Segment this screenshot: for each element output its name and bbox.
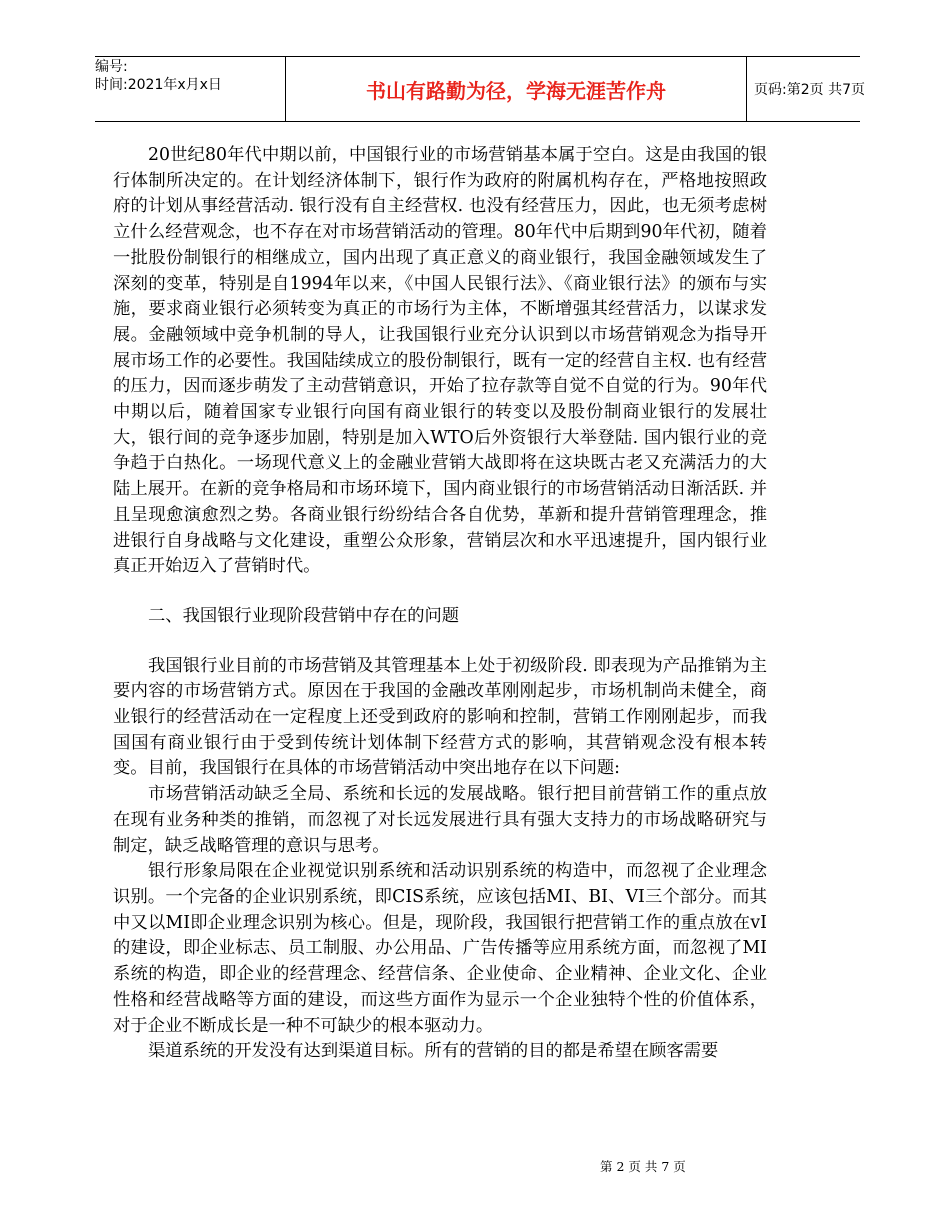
body-paragraph: 20世纪80年代中期以前，中国银行业的市场营销基本属于空白。这是由我国的银行体制所决定的。在计划经济体制下，银行作为政府的附属机构存在，严格地按照政府的计划从事经营活动. 银行没有自主经营权. 也没有经营压力，因此，也无须考虑树立什么经营观念，也不存在对市场营销活动的管理。80年代中后期到90年代初，随着一批股份制银行的相继成立，国内出现了真正意义的商业银行，我国金融领域发生了深刻的变革，特别是自1994年以来，《中国人民银行法》、《商业银行法》的颁布与实施，要求商业银行必须转变为真正的市场行为主体，不断增强其经营活力，以谋求发展。金融领域中竞争机制的导人，让我国银行业充分认识到以市场营销观念为指导开展市场工作的必要性。我国陆续成立的股份制银行，既有一定的经营自主权. 也有经营的压力，因而逐步萌发了主动营销意识，开始了拉存款等自觉不自觉的行为。90年代中期以后，随着国家专业银行向国有商业银行的转变以及股份制商业银行的发展壮大，银行间的竞争逐步加剧，特别是加入WTO后外资银行大举登陆. 国内银行业的竞争趋于白热化。一场现代意义上的金融业营销大战即将在这块既古老又充满活力的大陆上展开。在新的竞争格局和市场环境下，国内商业银行的市场营销活动日渐活跃. 并且呈现愈演愈烈之势。各商业银行纷纷结合各自优势，革新和提升营销管理理念，推进银行自身战略与文化建设，重塑公众形象，营销层次和水平迅速提升，国内银行业真正开始迈入了营销时代。 bbox=[113, 145, 767, 577]
document-body bbox=[113, 143, 767, 1065]
document-time-label: 时间:2021年x月x日 bbox=[95, 77, 222, 93]
body-paragraph: 我国银行业目前的市场营销及其管理基本上处于初级阶段. 即表现为产品推销为主要内容的市场营销方式。原因在于我国的金融改革刚刚起步，市场机制尚未健全，商业银行的经营活动在一定程度上还受到政府的影响和控制，营销工作刚刚起步，而我国国有商业银行由于受到传统计划体制下经营方式的影响，其营销观念没有根本转变。目前，我国银行在具体的市场营销活动中突出地存在以下问题: bbox=[113, 655, 767, 779]
body-paragraph: 渠道系统的开发没有达到渠道目标。所有的营销的目的都是希望在顾客需要 bbox=[148, 1041, 719, 1062]
header-page-number: 页码:第2页 共7页 bbox=[754, 82, 865, 98]
body-paragraph: 市场营销活动缺乏全局、系统和长远的发展战略。银行把目前营销工作的重点放在现有业务种类的推销，而忽视了对长远发展进行具有强大支持力的市场战略研究与制定，缺乏战略管理的意识与思考。 bbox=[113, 784, 767, 856]
page-footer: 第 2 页 共 7 页 bbox=[600, 1159, 686, 1174]
page-header bbox=[95, 56, 865, 122]
header-motto: 书山有路勤为径，学海无涯苦作舟 bbox=[285, 57, 747, 121]
section-heading: 二、我国银行业现阶段营销中存在的问题 bbox=[148, 605, 460, 626]
body-paragraph: 银行形象局限在企业视觉识别系统和活动识别系统的构造中，而忽视了企业理念识别。一个完备的企业识别系统，即CIS系统，应该包括MI、BI、VI三个部分。而其中又以MI即企业理念识别为核心。但是，现阶段，我国银行把营销工作的重点放在vI的建设，即企业标志、员工制服、办公用品、广告传播等应用系统方面，而忽视了MI系统的构造，即企业的经营理念、经营信条、企业使命、企业精神、企业文化、企业性格和经营战略等方面的建设，而这些方面作为显示一个企业独特个性的价值体系，对于企业不断成长是一种不可缺少的根本驱动力。 bbox=[113, 861, 767, 1036]
document-number-label: 编号: bbox=[95, 59, 128, 75]
header-left-cell bbox=[95, 57, 285, 122]
